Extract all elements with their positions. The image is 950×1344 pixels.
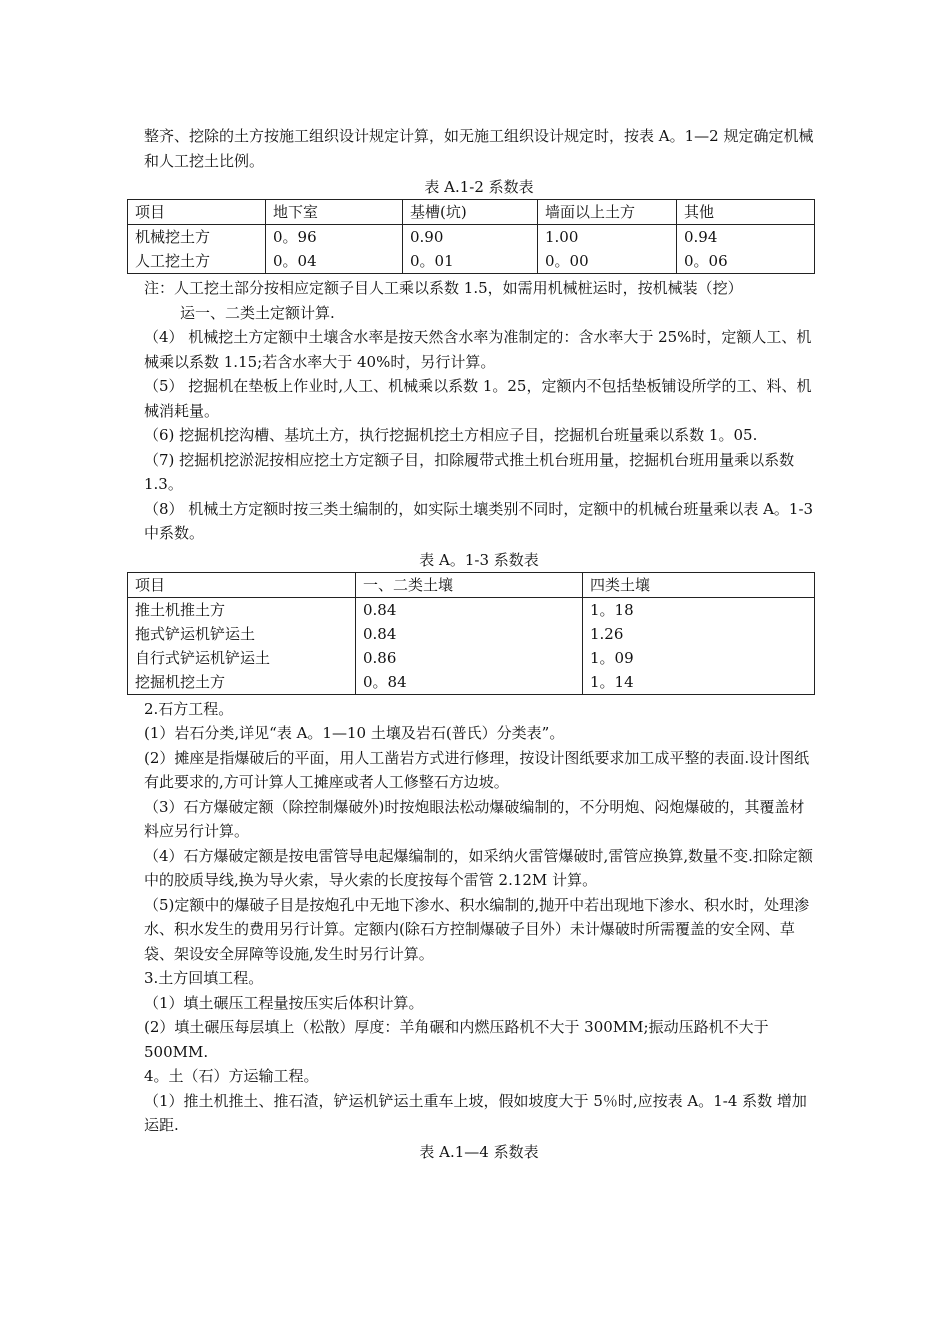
- table-row: [128, 249, 815, 274]
- section-heading: 2.石方工程。: [144, 699, 234, 718]
- table-cell: 1.00: [538, 225, 677, 250]
- table-cell: 0。96: [266, 225, 403, 250]
- table-cell: 拖式铲运机铲运土: [128, 622, 356, 646]
- table-cell: 0.94: [677, 225, 815, 250]
- section-heading: 4。土（石）方运输工程。: [144, 1067, 319, 1085]
- table-header-cell: 其他: [677, 200, 815, 225]
- paragraph: (1）岩石分类,详见“表 A。1—10 土壤及岩石(普氏）分类表”。: [144, 724, 565, 742]
- coefficient-table-a1-2: [127, 199, 814, 274]
- paragraph: 整齐、挖除的土方按施工组织设计规定计算，如无施工组织设计规定时，按表 A。1—2 规定确定机械和人工挖土比例。: [144, 127, 814, 170]
- table-caption: 表 A。1-3 系数表: [419, 550, 539, 569]
- table-cell: 机械挖土方: [128, 225, 266, 250]
- table-caption: 表 A.1—4 系数表: [419, 1142, 539, 1161]
- section-heading: 3.土方回填工程。: [144, 969, 264, 987]
- paragraph: (2）摊座是指爆破后的平面，用人工凿岩方式进行修理，按设计图纸要求加工成平整的表面.设计图纸有此要求的,方可计算人工摊座或者人工修整石方边坡。: [144, 748, 810, 791]
- table-row: [128, 670, 815, 695]
- table-cell: 0。00: [538, 249, 677, 274]
- paragraph: （1）填土碾压工程量按压实后体积计算。: [144, 993, 424, 1012]
- table-cell: 1.26: [583, 622, 815, 646]
- table-cell: 0.86: [356, 646, 583, 670]
- table-header-cell: 一、二类土壤: [356, 572, 583, 597]
- table-cell: 1。14: [583, 670, 815, 695]
- table-row: [128, 597, 815, 622]
- table-note-continued: 运一、二类土定额计算.: [180, 303, 335, 322]
- table-header-row: [128, 200, 815, 225]
- document-body: [135, 124, 814, 1164]
- table-cell: 推土机推土方: [128, 597, 356, 622]
- table-cell: 0.90: [403, 225, 538, 250]
- table-row: [128, 646, 815, 670]
- table-header-cell: 项目: [128, 572, 356, 597]
- paragraph: （1）推土机推土、推石渣，铲运机铲运土重车上坡，假如坡度大于 5％时,应按表 A。1-4 系数 增加运距.: [144, 1091, 807, 1134]
- paragraph: （4） 机械挖土方定额中土壤含水率是按天然含水率为准制定的：含水率大于 25%时，定额人工、机械乘以系数 1.15;若含水率大于 40%时，另行计算。: [144, 328, 812, 371]
- paragraph: （6) 挖掘机挖沟槽、基坑土方，执行挖掘机挖土方相应子目，挖掘机台班量乘以系数 1。05.: [144, 426, 758, 444]
- table-cell: 0。01: [403, 249, 538, 274]
- table-cell: 0。04: [266, 249, 403, 274]
- paragraph: （8） 机械土方定额时按三类土编制的，如实际土壤类别不同时，定额中的机械台班量乘以表 A。1-3 中系数。: [144, 499, 814, 542]
- table-cell: 人工挖土方: [128, 249, 266, 274]
- coefficient-table-a1-3: [127, 572, 814, 695]
- table-header-row: [128, 572, 815, 597]
- table-note: 注：人工挖土部分按相应定额子目人工乘以系数 1.5，如需用机械桩运时，按机械装（挖）: [144, 279, 743, 297]
- paragraph: (2）填土碾压每层填上（松散）厚度：羊角碾和内燃压路机不大于 300MM;振动压路机不大于 500MM.: [144, 1018, 769, 1061]
- paragraph: （5） 挖掘机在垫板上作业时,人工、机械乘以系数 1。25，定额内不包括垫板铺设所学的工、料、机械消耗量。: [144, 377, 812, 420]
- table-cell: 0.84: [356, 597, 583, 622]
- table-cell: 1。09: [583, 646, 815, 670]
- table-header-cell: 墙面以上土方: [538, 200, 677, 225]
- paragraph: （5)定额中的爆破子目是按炮孔中无地下渗水、积水编制的,抛开中若出现地下渗水、积水时，处理渗水、积水发生的费用另行计算。定额内(除石方控制爆破子目外）未计爆破时所需覆盖的安全网、草袋、架设安全屏障等设施,发生时另行计算。: [144, 895, 810, 963]
- table-row: [128, 225, 815, 250]
- table-cell: 1。18: [583, 597, 815, 622]
- table-row: [128, 622, 815, 646]
- table-cell: 自行式铲运机铲运土: [128, 646, 356, 670]
- paragraph: （4）石方爆破定额是按电雷管导电起爆编制的，如采纳火雷管爆破时,雷管应换算,数量不变.扣除定额中的胶质导线,换为导火索，导火索的长度按每个雷管 2.12M 计算。: [144, 846, 813, 889]
- table-cell: 0。84: [356, 670, 583, 695]
- table-header-cell: 基槽(坑): [403, 200, 538, 225]
- table-cell: 0.84: [356, 622, 583, 646]
- table-cell: 0。06: [677, 249, 815, 274]
- table-caption: 表 A.1-2 系数表: [424, 178, 534, 196]
- table-header-cell: 项目: [128, 200, 266, 225]
- paragraph: （7) 挖掘机挖淤泥按相应挖土方定额子目，扣除履带式推土机台班用量，挖掘机台班用量乘以系数 1.3。: [144, 450, 795, 493]
- table-header-cell: 地下室: [266, 200, 403, 225]
- paragraph: （3）石方爆破定额（除控制爆破外)时按炮眼法松动爆破编制的，不分明炮、闷炮爆破的，其覆盖材料应另行计算。: [144, 797, 805, 840]
- table-header-cell: 四类土壤: [583, 572, 815, 597]
- table-cell: 挖掘机挖土方: [128, 670, 356, 695]
